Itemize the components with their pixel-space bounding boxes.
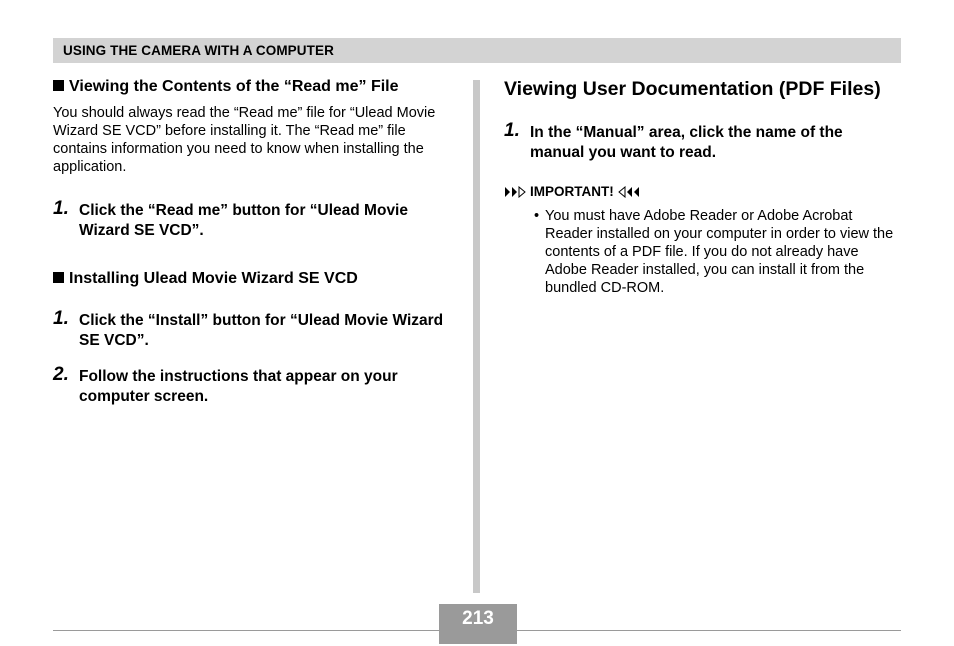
step-number: 1.: [504, 120, 520, 141]
step-text: Click the “Read me” button for “Ulead Movie Wizard SE VCD”.: [79, 202, 408, 239]
section-heading-read-me: Viewing the Contents of the “Read me” File: [53, 78, 399, 96]
important-right-marker-icon: [618, 186, 640, 198]
header-bar: [53, 38, 901, 63]
section-heading-install: Installing Ulead Movie Wizard SE VCD: [53, 270, 358, 288]
square-bullet-icon: [53, 80, 64, 91]
step-number: 1.: [53, 198, 69, 219]
important-label: IMPORTANT!: [530, 184, 614, 199]
step-text: Follow the instructions that appear on your computer screen.: [79, 368, 398, 405]
section-heading-pdf: Viewing User Documentation (PDF Files): [504, 78, 881, 100]
important-left-marker-icon: [504, 186, 526, 198]
square-bullet-icon: [53, 272, 64, 283]
step-text: Click the “Install” button for “Ulead Movie Wizard SE VCD”.: [79, 312, 444, 349]
step-text: In the “Manual” area, click the name of the manual you want to read.: [530, 124, 843, 161]
important-text: You must have Adobe Reader or Adobe Acrobat Reader installed on your computer in order to view the contents of a PDF file. If you do not already have Adobe Reader installed, you can install it from the bundled CD-ROM.: [545, 208, 894, 296]
column-divider: [473, 80, 480, 593]
step-number: 1.: [53, 308, 69, 329]
page-number: 213: [462, 608, 494, 629]
important-notice: [504, 184, 640, 199]
page-number-box: [439, 604, 517, 644]
read-me-paragraph: You should always read the “Read me” file for “Ulead Movie Wizard SE VCD” before installing it. The “Read me” file contains information you need to know when installing the application.: [53, 105, 436, 175]
step-number: 2.: [53, 364, 69, 385]
bullet-dot: •: [534, 208, 540, 224]
header-title: USING THE CAMERA WITH A COMPUTER: [63, 43, 334, 58]
